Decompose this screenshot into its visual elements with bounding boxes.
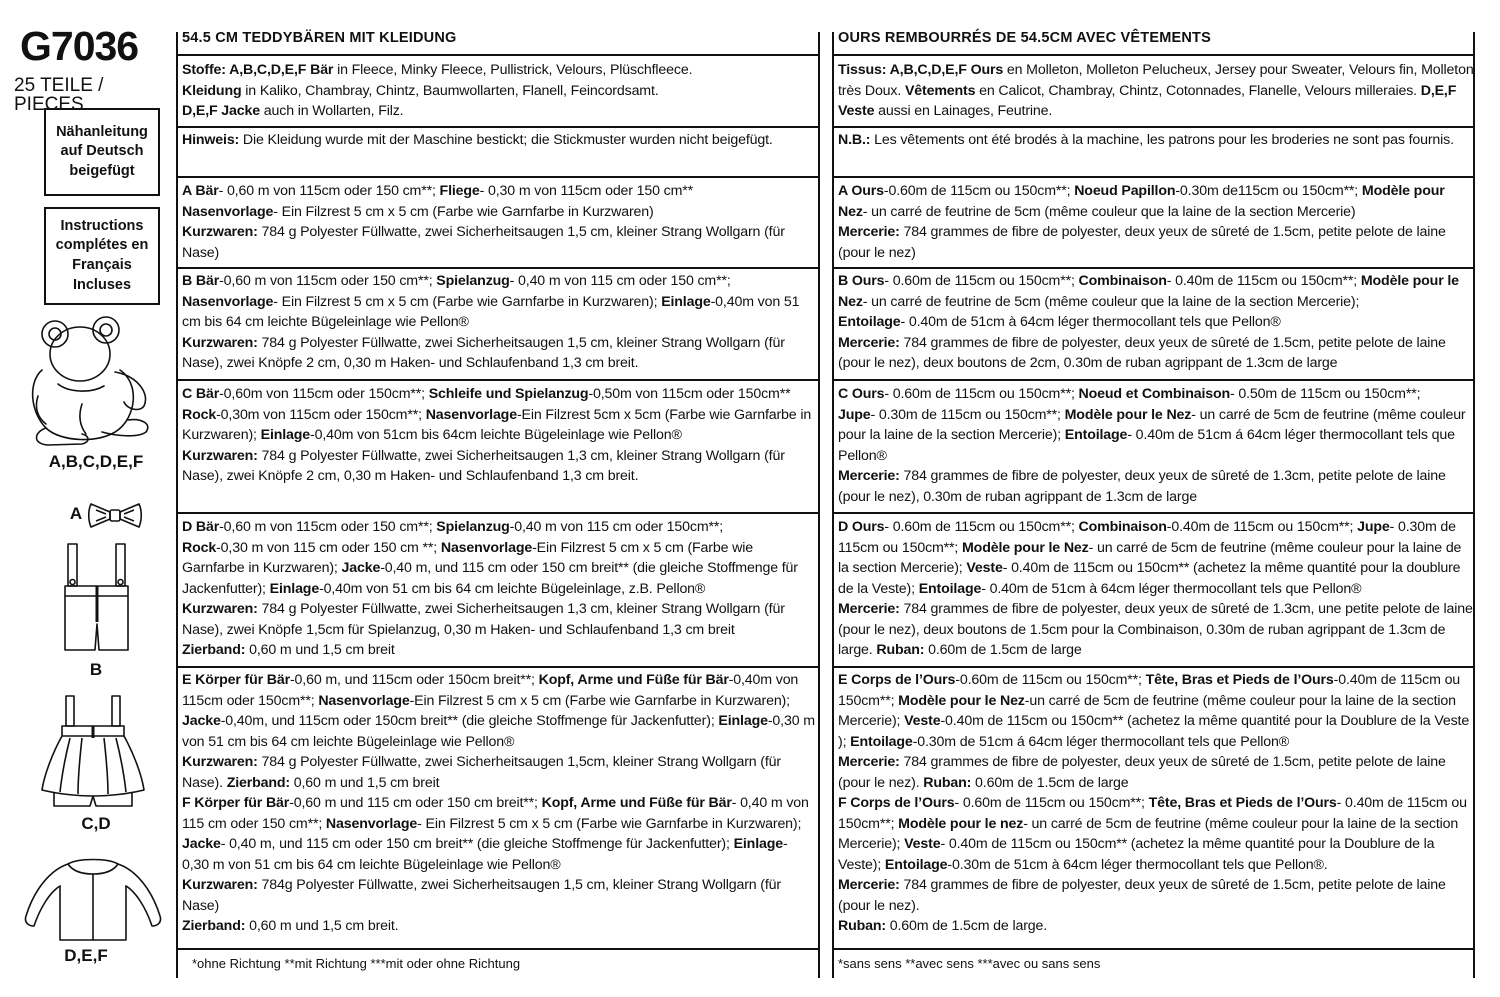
rule	[832, 126, 1474, 128]
french-section-d: D Ours- 0.60m de 115cm ou 150cm**; Combinaison-0.40m de 115cm ou 150cm**; Jupe- 0.30m de 115cm ou 150cm**; Modèle pour le Nez- un carré de 5cm de feutrine (même couleur pour la laine de la section Mercerie); Veste- 0.40m de 115cm ou 150cm** (achetez la même quantité pour la doublure de la Veste); Entoilage- 0.40m de 51cm à 64cm léger thermocollant tels que Pellon® Mercerie: 784 grammes de fibre de polyester, deux yeux de sûreté de 1.3cm, une petite pelote de laine (pour le nez), deux boutons de 1.5cm pour la Combinaison, 0.30m de ruban agrippant de 1.3cm de large. Ruban: 0.60m de 1.5cm de large	[838, 519, 1473, 658]
german-section-d: D Bär-0,60 m von 115cm oder 150 cm**; Spielanzug-0,40 m von 115 cm oder 150cm**; Rock-0,30 m von 115 cm oder 150 cm **; Nasenvorlage-Ein Filzrest 5 cm x 5 cm (Farbe wie Garnfarbe in Kurzwaren); Jacke-0,40 m, und 115 cm oder 150 cm breit** (die gleiche Stoffmenge für Jackenfutter); Einlage-0,40m von 51 cm bis 64 cm leichte Bügeleinlage, z.B. Pellon® Kurzwaren: 784 g Polyester Füllwatte, zwei Sicherheitsaugen 1,3 cm, kleiner Strang Wollgarn (für Nase), zwei Knöpfe 1,5cm für Spielanzug, 0,30 m Haken- und Schlaufenband 1,3 cm breit Zierband: 0,60 m und 1,5 cm breit	[182, 519, 798, 658]
german-section-fabrics: Stoffe: A,B,C,D,E,F Bär in Fleece, Minky Fleece, Pullistrick, Velours, Plüschfleece. Kleidung in Kaliko, Chambray, Chintz, Baumwollarten, Flanell, Feincordsamt. D,E,F Jacke auch in Wollarten, Filz.	[182, 62, 693, 119]
view-label-cd: C,D	[81, 814, 111, 833]
rule	[176, 126, 818, 128]
view-label-all: A,B,C,D,E,F	[48, 452, 144, 471]
sidebar	[0, 0, 176, 997]
rule	[176, 948, 818, 950]
french-section-c: C Ours- 0.60m de 115cm ou 150cm**; Noeud et Combinaison- 0.50m de 115cm ou 150cm**; Jupe- 0.30m de 115cm ou 150cm**; Modèle pour le Nez- un carré de 5cm de feutrine (même couleur pour la laine de la section Mercerie); Entoilage- 0.40m de 51cm á 64cm léger thermocollant tels que Pellon® Mercerie: 784 grammes de fibre de polyester, deux yeux de sûreté de 1.3cm, petite pelote de laine (pour le nez), 0.30m de ruban agrippant de 1.3cm de large	[838, 386, 1466, 505]
view-label-def: D,E,F	[64, 946, 108, 965]
rule	[176, 666, 818, 668]
german-footnote: *ohne Richtung **mit Richtung ***mit oder ohne Richtung	[192, 956, 521, 971]
french-section-ef: E Corps de l’Ours-0.60m de 115cm ou 150cm**; Tête, Bras et Pieds de l’Ours-0.40m de 115cm ou 150cm**; Modèle pour le Nez-un carré de 5cm de feutrine (même couleur pour la laine de la section Mercerie); Veste-0.40m de 115cm ou 150cm** (achetez la même quantité pour la Doublure de la Veste ); Entoilage-0.30m de 51cm á 64cm léger thermocollant tels que Pellon® Mercerie: 784 grammes de fibre de polyester, deux yeux de sûreté de 1.5cm, petite pelote de laine (pour le nez). Ruban: 0.60m de 1.5cm de large F Corps de l’Ours- 0.60m de 115cm ou 150cm**; Tête, Bras et Pieds de l’Ours- 0.40m de 115cm ou 150cm**; Modèle pour le nez- un carré de 5cm de feutrine (même couleur pour la laine de la section Mercerie); Veste- 0.40m de 115cm ou 150cm** (achetez la même quantité pour la Doublure de la Veste); Entoilage-0.30m de 51cm à 64cm léger thermocollant tels que Pellon®. Mercerie: 784 grammes de fibre de polyester, deux yeux de sûreté de 1.5cm, petite pelote de laine (pour le nez). Ruban: 0.60m de 1.5cm de large.	[838, 672, 1470, 934]
view-label-b: B	[89, 660, 103, 679]
rule	[176, 54, 818, 56]
french-section-a: A Ours-0.60m de 115cm ou 150cm**; Noeud Papillon-0.30m de115cm ou 150cm**; Modèle pour Nez- un carré de feutrine de 5cm (même couleur que la laine de la section Mercerie) Mercerie: 784 grammes de fibre de polyester, deux yeux de sûreté de 1.5cm, petite pelote de laine (pour le nez)	[838, 183, 1446, 261]
rule	[832, 54, 1474, 56]
german-section-ef: E Körper für Bär-0,60 m, und 115cm oder 150cm breit**; Kopf, Arme und Füße für Bär-0,40m von 115cm oder 150cm**; Nasenvorlage-Ein Filzrest 5 cm x 5 cm (Farbe wie Garnfarbe in Kurzwaren); Jacke-0,40m, und 115cm oder 150cm breit** (die gleiche Stoffmenge für Jackenfutter); Einlage-0,30 m von 51 cm bis 64 cm leichte Bügeleinlage wie Pellon® Kurzwaren: 784 g Polyester Füllwatte, zwei Sicherheitsaugen 1,5cm, kleiner Strang Wollgarn (für Nase). Zierband: 0,60 m und 1,5 cm breit F Körper für Bär-0,60 m und 115 cm oder 150 cm breit**; Kopf, Arme und Füße für Bär- 0,40 m von 115 cm oder 150 cm**; Nasenvorlage- Ein Filzrest 5 cm x 5 cm (Farbe wie Garnfarbe in Kurzwaren); Jacke- 0,40 m, und 115 cm oder 150 cm breit** (die gleiche Stoffmenge für Jackenfutter); Einlage- 0,30 m von 51 cm bis 64 cm leichte Bügeleinlage wie Pellon® Kurzwaren: 784g Polyester Füllwatte, zwei Sicherheitsaugen 1,5 cm, kleiner Strang Wollgarn (für Nase) Zierband: 0,60 m und 1,5 cm breit.	[182, 672, 815, 934]
rule	[176, 379, 818, 381]
rule	[832, 512, 1474, 514]
rule	[176, 176, 818, 178]
skirt-romper-icon	[38, 694, 148, 810]
french-section-fabrics: Tissus: A,B,C,D,E,F Ours en Molleton, Molleton Pelucheux, Jersey pour Sweater, Velours fin, Molleton très Doux. Vêtements en Calicot, Chambray, Chintz, Cotonnades, Flanelle, Velours milleraies. D,E,F Veste aussi en Lainages, Feutrine.	[838, 62, 1474, 119]
pattern-number: G7036	[20, 23, 139, 69]
view-label-a: A	[69, 504, 83, 523]
french-title: OURS REMBOURRÉS DE 54.5CM AVEC VÊTEMENTS	[838, 30, 1211, 46]
german-section-c: C Bär-0,60m von 115cm oder 150cm**; Schleife und Spielanzug-0,50m von 115cm oder 150cm** Rock-0,30m von 115cm oder 150cm**; Nasenvorlage-Ein Filzrest 5cm x 5cm (Farbe wie Garnfarbe in Kurzwaren); Einlage-0,40m von 51cm bis 64cm leichte Bügeleinlage wie Pellon® Kurzwaren: 784 g Polyester Füllwatte, zwei Sicherheitsaugen 1,3 cm, kleiner Strang Wollgarn (für Nase), zwei Knöpfe 2 cm, 0,30 m Haken- und Schlaufenband 1,3 cm breit.	[182, 386, 812, 484]
column-divider-middle	[818, 32, 820, 978]
rule	[176, 267, 818, 269]
french-column	[832, 26, 1474, 978]
rule	[176, 512, 818, 514]
german-section-a: A Bär- 0,60 m von 115cm oder 150 cm**; Fliege- 0,30 m von 115cm oder 150 cm** Nasenvorlage- Ein Filzrest 5 cm x 5 cm (Farbe wie Garnfarbe in Kurzwaren) Kurzwaren: 784 g Polyester Füllwatte, zwei Sicherheitsaugen 1,5 cm, kleiner Strang Wollgarn (für Nase)	[182, 183, 785, 261]
teddy-bear-icon	[20, 312, 160, 447]
french-section-note: N.B.: Les vêtements ont été brodés à la machine, les patrons pour les broderies ne sont pas fournis.	[838, 132, 1454, 148]
german-column	[176, 26, 818, 978]
french-footnote: *sans sens **avec sens ***avec ou sans sens	[838, 956, 1101, 971]
rule	[832, 948, 1474, 950]
french-section-b: B Ours- 0.60m de 115cm ou 150cm**; Combinaison- 0.40m de 115cm ou 150cm**; Modèle pour le Nez- un carré de feutrine de 5cm (même couleur que la laine de la section Mercerie); Entoilage- 0.40m de 51cm à 64cm léger thermocollant tels que Pellon® Mercerie: 784 grammes de fibre de polyester, deux yeux de sûreté de 1.5cm, petite pelote de laine (pour le nez), deux boutons de 2cm, 0.30m de ruban agrippant de 1.3cm de large	[838, 273, 1459, 371]
rule	[832, 176, 1474, 178]
rule	[832, 666, 1474, 668]
jacket-icon	[20, 856, 166, 944]
romper-icon	[62, 542, 132, 654]
german-section-b: B Bär-0,60 m von 115cm oder 150 cm**; Spielanzug- 0,40 m von 115 cm oder 150 cm**; Nasenvorlage- Ein Filzrest 5 cm x 5 cm (Farbe wie Garnfarbe in Kurzwaren); Einlage-0,40m von 51 cm bis 64 cm leichte Bügeleinlage wie Pellon® Kurzwaren: 784 g Polyester Füllwatte, zwei Sicherheitsaugen 1,5 cm, kleiner Strang Wollgarn (für Nase), zwei Knöpfe 2 cm, 0,30 m Haken- und Schlaufenband 1,3 cm breit.	[182, 273, 800, 371]
german-section-note: Hinweis: Die Kleidung wurde mit der Maschine bestickt; die Stickmuster wurden nicht beigefügt.	[182, 132, 773, 148]
rule	[832, 267, 1474, 269]
german-instructions-notice: Nähanleitung auf Deutsch beigefügt	[44, 108, 160, 196]
rule	[832, 379, 1474, 381]
german-title: 54.5 CM TEDDYBÄREN MIT KLEIDUNG	[182, 30, 457, 46]
piece-count: 25 TEILE / PIECES	[14, 75, 104, 115]
french-instructions-notice: Instructions complétes en Français Incluses	[44, 207, 160, 305]
